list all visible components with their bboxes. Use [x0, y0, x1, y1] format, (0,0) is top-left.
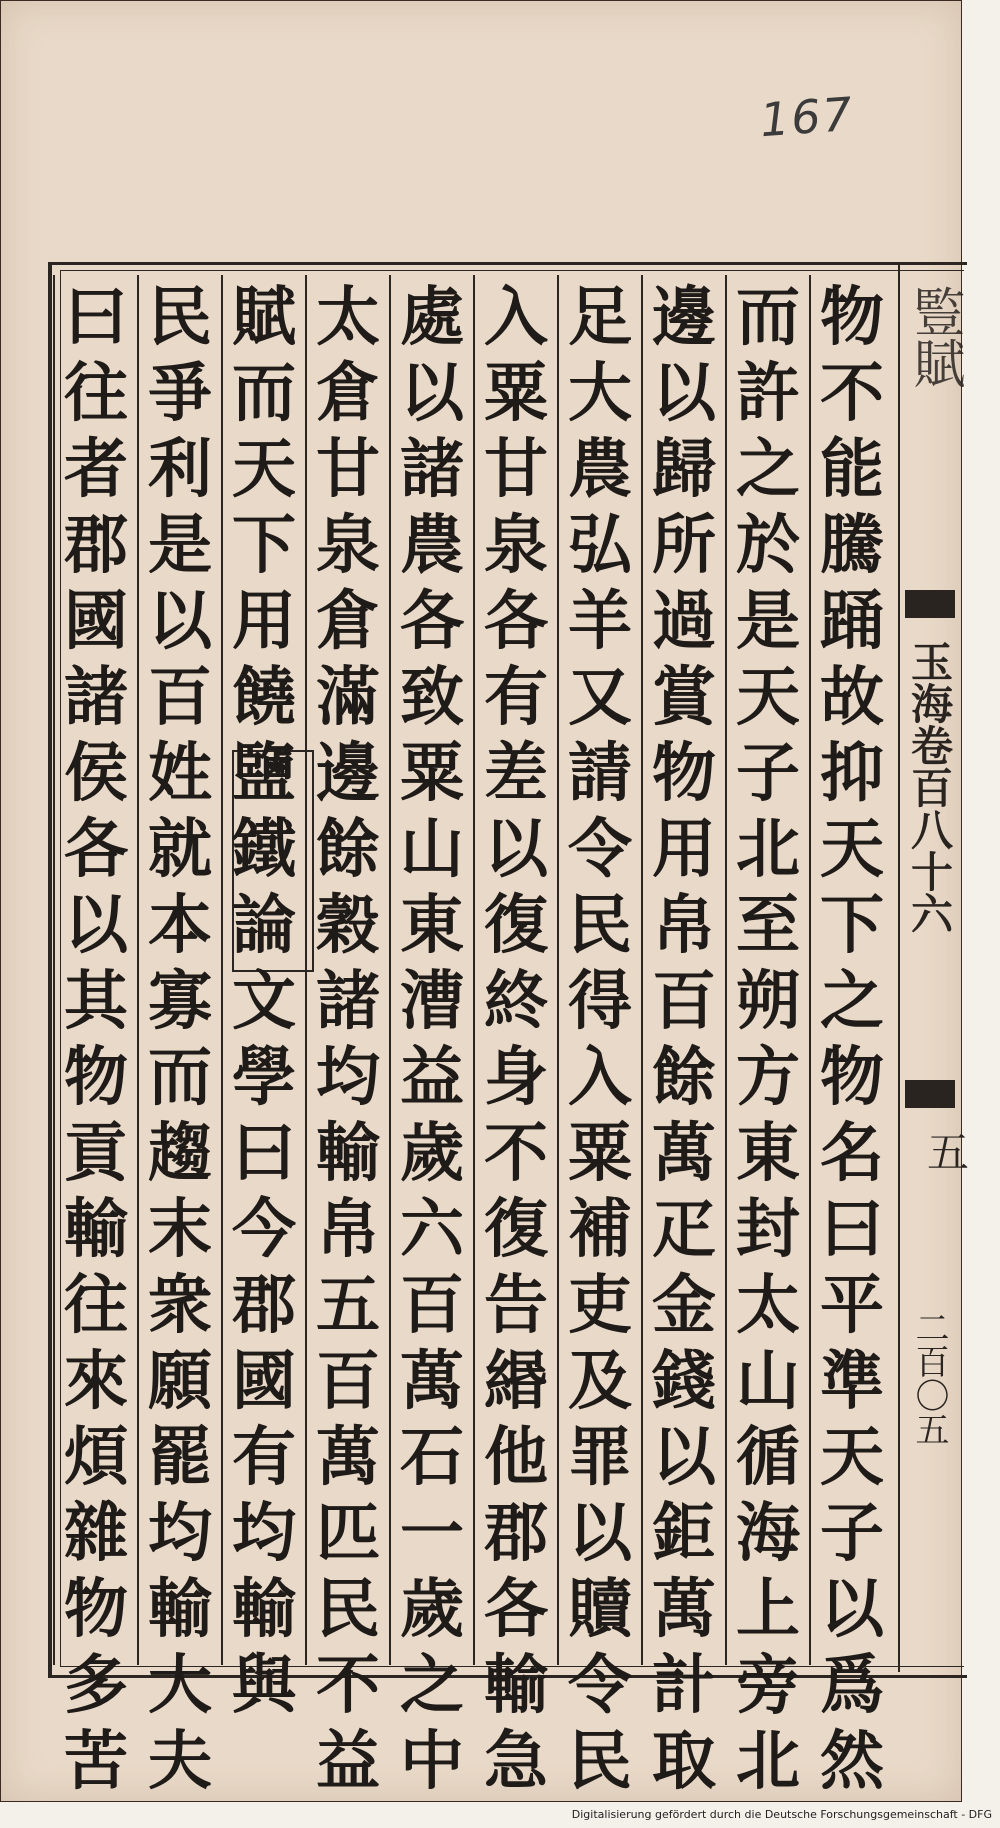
character: 名: [820, 1116, 884, 1191]
character: 錢: [652, 1344, 716, 1419]
character: 曰: [232, 1116, 296, 1191]
character: 取: [652, 1724, 716, 1799]
character: 物: [820, 1040, 884, 1115]
character: 民: [148, 280, 212, 355]
character: 願: [148, 1344, 212, 1419]
character: 東: [736, 1116, 800, 1191]
character: 而: [148, 1040, 212, 1115]
character: 帛: [316, 1192, 380, 1267]
character: 又: [568, 660, 632, 735]
character: 大: [148, 1648, 212, 1723]
character: 粟: [568, 1116, 632, 1191]
character: 輸: [484, 1648, 548, 1723]
character: 輸: [148, 1572, 212, 1647]
character: 用: [652, 812, 716, 887]
character: 爲: [820, 1648, 884, 1723]
character: 旁: [736, 1648, 800, 1723]
character: 計: [652, 1648, 716, 1723]
character: 者: [64, 432, 128, 507]
character: 告: [484, 1268, 548, 1343]
character: 各: [484, 1572, 548, 1647]
character: 物: [820, 280, 884, 355]
character: 有: [232, 1420, 296, 1495]
character: 中: [400, 1724, 464, 1799]
character: 百: [400, 1268, 464, 1343]
character: 平: [820, 1268, 884, 1343]
character: 各: [64, 812, 128, 887]
margin-folio-number: 五: [921, 1130, 970, 1172]
character: 均: [232, 1496, 296, 1571]
character: 輸: [64, 1192, 128, 1267]
character: 餘: [652, 1040, 716, 1115]
character: 子: [736, 736, 800, 811]
character: 郡: [64, 508, 128, 583]
character: 差: [484, 736, 548, 811]
character: 寡: [148, 964, 212, 1039]
character: 益: [400, 1040, 464, 1115]
character: 多: [64, 1648, 128, 1723]
character: 緡: [484, 1344, 548, 1419]
text-column: [53, 280, 139, 1799]
character: 萬: [316, 1420, 380, 1495]
character: 帛: [652, 888, 716, 963]
character: 民: [316, 1572, 380, 1647]
margin-top-text: 䜿賦: [904, 285, 964, 389]
character: 益: [316, 1724, 380, 1799]
character: 倉: [316, 356, 380, 431]
character: 以: [652, 356, 716, 431]
character: 海: [736, 1496, 800, 1571]
character: 就: [148, 812, 212, 887]
character: 弘: [568, 508, 632, 583]
character: 饒: [232, 660, 296, 735]
character: 踊: [820, 584, 884, 659]
character: 百: [316, 1344, 380, 1419]
character: 物: [64, 1040, 128, 1115]
character: 山: [400, 812, 464, 887]
character: 東: [400, 888, 464, 963]
character: 曰: [820, 1192, 884, 1267]
character: 然: [820, 1724, 884, 1799]
character: 鹽: [232, 736, 296, 811]
character: 百: [652, 964, 716, 1039]
character: 郡: [484, 1496, 548, 1571]
character: 萬: [652, 1116, 716, 1191]
character: 粟: [484, 356, 548, 431]
character: 歲: [400, 1116, 464, 1191]
character: 北: [736, 1724, 800, 1799]
character: 身: [484, 1040, 548, 1115]
character: 用: [232, 584, 296, 659]
character: 以: [148, 584, 212, 659]
character: 罷: [148, 1420, 212, 1495]
character: 故: [820, 660, 884, 735]
character: 有: [484, 660, 548, 735]
character: 各: [400, 584, 464, 659]
character: 山: [736, 1344, 800, 1419]
character: 萬: [652, 1572, 716, 1647]
margin-book-title: 玉海卷百八十六: [905, 640, 954, 934]
character: 邊: [652, 280, 716, 355]
text-column: [389, 280, 475, 1799]
footer-credit: [0, 1808, 1000, 1828]
footer-text: Digitalisierung gefördert durch die Deutsche Forschungsgemeinschaft - DFG: [571, 1808, 992, 1821]
character: 終: [484, 964, 548, 1039]
character: 朔: [736, 964, 800, 1039]
fishtail-upper-mark: [905, 590, 955, 618]
character: 餘: [316, 812, 380, 887]
character: 致: [400, 660, 464, 735]
character: 甘: [316, 432, 380, 507]
character: 天: [232, 432, 296, 507]
character: 所: [652, 508, 716, 583]
character: 侯: [64, 736, 128, 811]
character: 及: [568, 1344, 632, 1419]
character: 方: [736, 1040, 800, 1115]
text-column: [305, 280, 391, 1799]
character: 今: [232, 1192, 296, 1267]
character: 以: [400, 356, 464, 431]
character: 諸: [400, 432, 464, 507]
character: 補: [568, 1192, 632, 1267]
character: 是: [148, 508, 212, 583]
text-column: [221, 280, 307, 1723]
text-column: [137, 280, 223, 1799]
character: 天: [820, 1420, 884, 1495]
character: 於: [736, 508, 800, 583]
character: 五: [316, 1268, 380, 1343]
character: 不: [316, 1648, 380, 1723]
character: 輸: [232, 1572, 296, 1647]
text-column: [641, 280, 727, 1799]
character: 農: [568, 432, 632, 507]
character: 疋: [652, 1192, 716, 1267]
character: 子: [820, 1496, 884, 1571]
character: 往: [64, 356, 128, 431]
character: 下: [232, 508, 296, 583]
character: 能: [820, 432, 884, 507]
character: 來: [64, 1344, 128, 1419]
character: 復: [484, 888, 548, 963]
character: 與: [232, 1648, 296, 1723]
character: 郡: [232, 1268, 296, 1343]
character: 上: [736, 1572, 800, 1647]
character: 他: [484, 1420, 548, 1495]
character: 鉅: [652, 1496, 716, 1571]
character: 物: [652, 736, 716, 811]
character: 歸: [652, 432, 716, 507]
character: 太: [736, 1268, 800, 1343]
character: 循: [736, 1420, 800, 1495]
character: 以: [568, 1496, 632, 1571]
text-column: [557, 280, 643, 1799]
character: 物: [64, 1572, 128, 1647]
character: 之: [736, 432, 800, 507]
character: 各: [484, 584, 548, 659]
character: 粟: [400, 736, 464, 811]
character: 一: [400, 1496, 464, 1571]
character: 石: [400, 1420, 464, 1495]
text-column: [725, 280, 811, 1799]
character: 以: [820, 1572, 884, 1647]
character: 利: [148, 432, 212, 507]
text-column: [473, 280, 559, 1799]
character: 不: [484, 1116, 548, 1191]
character: 入: [484, 280, 548, 355]
character: 往: [64, 1268, 128, 1343]
character: 是: [736, 584, 800, 659]
character: 邊: [316, 736, 380, 811]
character: 漕: [400, 964, 464, 1039]
column-rule: [53, 275, 55, 1665]
character: 過: [652, 584, 716, 659]
character: 百: [148, 660, 212, 735]
character: 輸: [316, 1116, 380, 1191]
character: 賦: [232, 280, 296, 355]
character: 農: [400, 508, 464, 583]
character: 以: [484, 812, 548, 887]
character: 國: [232, 1344, 296, 1419]
character: 泉: [484, 508, 548, 583]
character: 不: [820, 356, 884, 431]
character: 貢: [64, 1116, 128, 1191]
character: 以: [652, 1420, 716, 1495]
character: 得: [568, 964, 632, 1039]
character: 天: [820, 812, 884, 887]
character: 歲: [400, 1572, 464, 1647]
character: 民: [568, 1724, 632, 1799]
character: 令: [568, 812, 632, 887]
character: 以: [64, 888, 128, 963]
character: 足: [568, 280, 632, 355]
character: 封: [736, 1192, 800, 1267]
character: 匹: [316, 1496, 380, 1571]
character: 請: [568, 736, 632, 811]
character: 金: [652, 1268, 716, 1343]
character: 許: [736, 356, 800, 431]
character: 滿: [316, 660, 380, 735]
character: 諸: [64, 660, 128, 735]
fishtail-lower-mark: [905, 1080, 955, 1108]
character: 賞: [652, 660, 716, 735]
character: 穀: [316, 888, 380, 963]
character: 雜: [64, 1496, 128, 1571]
character: 末: [148, 1192, 212, 1267]
character: 民: [568, 888, 632, 963]
character: 下: [820, 888, 884, 963]
character: 姓: [148, 736, 212, 811]
page-number: 167: [758, 86, 856, 148]
character: 羊: [568, 584, 632, 659]
character: 衆: [148, 1268, 212, 1343]
margin-note: 二百〇五: [909, 1310, 949, 1446]
character: 諸: [316, 964, 380, 1039]
character: 趨: [148, 1116, 212, 1191]
character: 曰: [64, 280, 128, 355]
page-margin-strip: [898, 262, 962, 1672]
character: 復: [484, 1192, 548, 1267]
character: 其: [64, 964, 128, 1039]
character: 準: [820, 1344, 884, 1419]
character: 文: [232, 964, 296, 1039]
character: 入: [568, 1040, 632, 1115]
character: 學: [232, 1040, 296, 1115]
character: 北: [736, 812, 800, 887]
character: 處: [400, 280, 464, 355]
character: 鐵: [232, 812, 296, 887]
character: 夫: [148, 1724, 212, 1799]
character: 抑: [820, 736, 884, 811]
character: 均: [316, 1040, 380, 1115]
character: 煩: [64, 1420, 128, 1495]
character: 騰: [820, 508, 884, 583]
character: 論: [232, 888, 296, 963]
character: 倉: [316, 584, 380, 659]
character: 天: [736, 660, 800, 735]
character: 六: [400, 1192, 464, 1267]
character: 萬: [400, 1344, 464, 1419]
character: 急: [484, 1724, 548, 1799]
character: 太: [316, 280, 380, 355]
character: 令: [568, 1648, 632, 1723]
character: 而: [232, 356, 296, 431]
character: 苦: [64, 1724, 128, 1799]
character: 均: [148, 1496, 212, 1571]
character: 之: [400, 1648, 464, 1723]
character: 而: [736, 280, 800, 355]
character: 泉: [316, 508, 380, 583]
character: 本: [148, 888, 212, 963]
character: 大: [568, 356, 632, 431]
character: 吏: [568, 1268, 632, 1343]
character: 罪: [568, 1420, 632, 1495]
character: 之: [820, 964, 884, 1039]
character: 至: [736, 888, 800, 963]
character: 甘: [484, 432, 548, 507]
text-column: [809, 280, 895, 1799]
character: 爭: [148, 356, 212, 431]
character: 贖: [568, 1572, 632, 1647]
character: 國: [64, 584, 128, 659]
